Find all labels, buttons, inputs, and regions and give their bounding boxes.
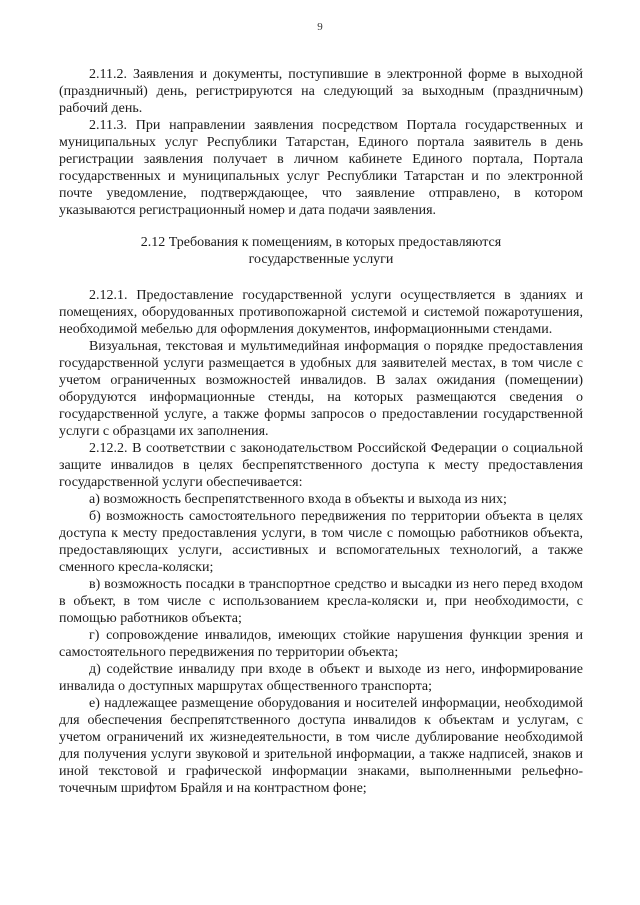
paragraph-2-12-1: 2.12.1. Предоставление государственной услуги осуществляется в зданиях и помещениях, оборудованных противопожарной системой и системой пожаротушения, необходимой мебелью для оформления документов, информационными стендами.	[59, 288, 583, 337]
list-item-g: г) сопровождение инвалидов, имеющих стойкие нарушения функции зрения и самостоятельного передвижения по территории объекта;	[59, 628, 583, 660]
list-item-b: б) возможность самостоятельного передвижения по территории объекта в целях доступа к месту предоставления услуги, в том числе с помощью работников объекта, предоставляющих услуги, ассистивных и вспомогательных технологий, а также сменного кресла-коляски;	[59, 509, 583, 575]
list-item-d: д) содействие инвалиду при входе в объект и выходе из него, информирование инвалида о доступных маршрутах общественного транспорта;	[59, 662, 583, 694]
section-heading-line-2: государственные услуги	[248, 252, 394, 267]
paragraph-2-11-3: 2.11.3. При направлении заявления посредством Портала государственных и муниципальных услуг Республики Татарстан, Единого портала заявитель в день регистрации заявления получает в личном кабинете Единого портала, Портала государственных и муниципальных услуг Республики Татарстан и по электронной почте уведомление, подтверждающее, что заявление отправлено, в котором указываются регистрационный номер и дата подачи заявления.	[59, 118, 583, 218]
list-item-e: е) надлежащее размещение оборудования и носителей информации, необходимой для обеспечения беспрепятственного доступа инвалидов к объектам и услугам, с учетом ограничений их жизнедеятельности, в том числе дублирование необходимой для получения услуги звуковой и зрительной информации, а также надписей, знаков и иной текстовой и графической информации знаками, выполненными рельефно-точечным шрифтом Брайля и на контрастном фоне;	[59, 696, 583, 796]
page-number: 9	[317, 21, 323, 33]
list-item-a: а) возможность беспрепятственного входа в объекты и выхода из них;	[89, 492, 507, 507]
section-heading-line-1: 2.12 Требования к помещениям, в которых предоставляются	[140, 235, 502, 250]
paragraph-2-11-2: 2.11.2. Заявления и документы, поступившие в электронной форме в выходной (праздничный) день, регистрируются на следующий за выходным (праздничным) рабочий день.	[59, 67, 583, 116]
document-body	[59, 66, 583, 797]
section-heading-2-12	[59, 234, 583, 268]
paragraph-2-12-2: 2.12.2. В соответствии с законодательством Российской Федерации о социальной защите инвалидов в целях беспрепятственного доступа к месту предоставления государственной услуги обеспечивается:	[59, 441, 583, 490]
list-item-v: в) возможность посадки в транспортное средство и высадки из него перед входом в объект, в том числе с использованием кресла-коляски и, при необходимости, с помощью работников объекта;	[59, 577, 583, 626]
paragraph-visual-information: Визуальная, текстовая и мультимедийная информация о порядке предоставления государственной услуги размещается в удобных для заявителей местах, в том числе с учетом ограниченных возможностей инвалидов. В залах ожидания (помещении) оборудуются информационные стенды, на которых размещаются сведения о государственной услуге, а также формы запросов о предоставлении государственной услуги с образцами их заполнения.	[59, 339, 583, 439]
